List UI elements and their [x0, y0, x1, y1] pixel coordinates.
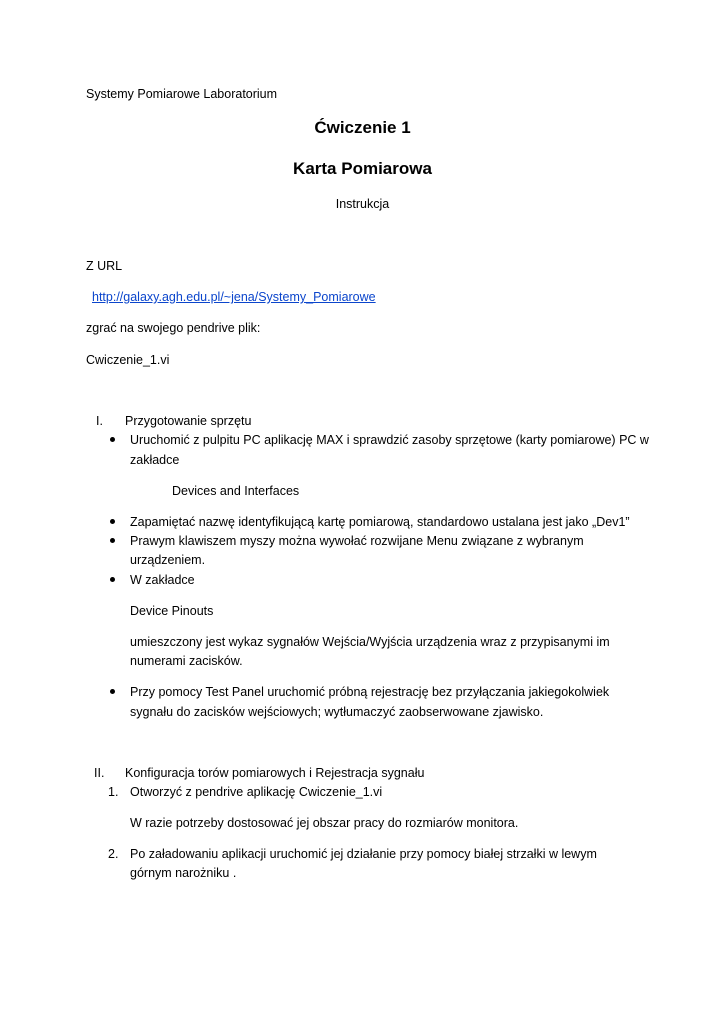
- section-1-bullet-4-desc: umieszczony jest wykaz sygnałów Wejścia/Wyjścia urządzenia wraz z przypisanymi im: [130, 635, 610, 649]
- section-1-bullet-5: Przy pomocy Test Panel uruchomić próbną rejestrację bez przyłączania jakiegokolwiek: [130, 685, 610, 699]
- section-2-title: Konfiguracja torów pomiarowych i Rejestracja sygnału: [125, 766, 425, 780]
- section-1-bullet-4-desc-cont: numerami zacisków.: [130, 654, 243, 668]
- bullet-icon: [110, 437, 115, 442]
- bullet-icon: [110, 689, 115, 694]
- devices-and-interfaces: Devices and Interfaces: [172, 484, 300, 498]
- url-label: Z URL: [86, 259, 123, 273]
- url-link[interactable]: http://galaxy.agh.edu.pl/~jena/Systemy_Pomiarowe: [92, 290, 376, 304]
- download-instruction: zgrać na swojego pendrive plik:: [86, 321, 261, 335]
- document-subtitle: Karta Pomiarowa: [293, 159, 432, 178]
- bullet-icon: [110, 519, 115, 524]
- bullet-icon: [110, 538, 115, 543]
- section-2-item-2-cont: górnym narożniku .: [130, 866, 237, 880]
- section-1-bullet-1: Uruchomić z pulpitu PC aplikację MAX i sprawdzić zasoby sprzętowe (karty pomiarowe) PC w: [130, 433, 649, 447]
- section-1-bullet-1-cont: zakładce: [130, 453, 180, 467]
- section-1-bullet-4: W zakładce: [130, 573, 195, 587]
- section-1-bullet-3: Prawym klawiszem myszy można wywołać rozwijane Menu związane z wybranym: [130, 534, 584, 548]
- document-header: Systemy Pomiarowe Laboratorium: [86, 87, 278, 101]
- section-2-item-1-note: W razie potrzeby dostosować jej obszar pracy do rozmiarów monitora.: [130, 816, 519, 830]
- document-type: Instrukcja: [335, 197, 390, 211]
- filename: Cwiczenie_1.vi: [86, 353, 170, 367]
- section-2-item-2-number: 2.: [108, 847, 119, 861]
- section-2-number: II.: [94, 766, 105, 780]
- section-2-item-1-number: 1.: [108, 785, 119, 799]
- document-title: Ćwiczenie 1: [314, 118, 411, 137]
- section-1-number: I.: [96, 414, 103, 428]
- section-1-bullet-2: Zapamiętać nazwę identyfikującą kartę pomiarową, standardowo ustalana jest jako „Dev1”: [130, 515, 630, 529]
- section-1-bullet-5-cont: sygnału do zacisków wejściowych; wytłumaczyć zaobserwowane zjawisko.: [130, 705, 544, 719]
- bullet-icon: [110, 577, 115, 582]
- device-pinouts: Device Pinouts: [130, 604, 214, 618]
- section-1-bullet-3-cont: urządzeniem.: [130, 553, 206, 567]
- section-1-title: Przygotowanie sprzętu: [125, 414, 252, 428]
- section-2-item-1: Otworzyć z pendrive aplikację Cwiczenie_1.vi: [130, 785, 383, 799]
- section-2-item-2: Po załadowaniu aplikacji uruchomić jej działanie przy pomocy białej strzałki w lewym: [130, 847, 597, 861]
